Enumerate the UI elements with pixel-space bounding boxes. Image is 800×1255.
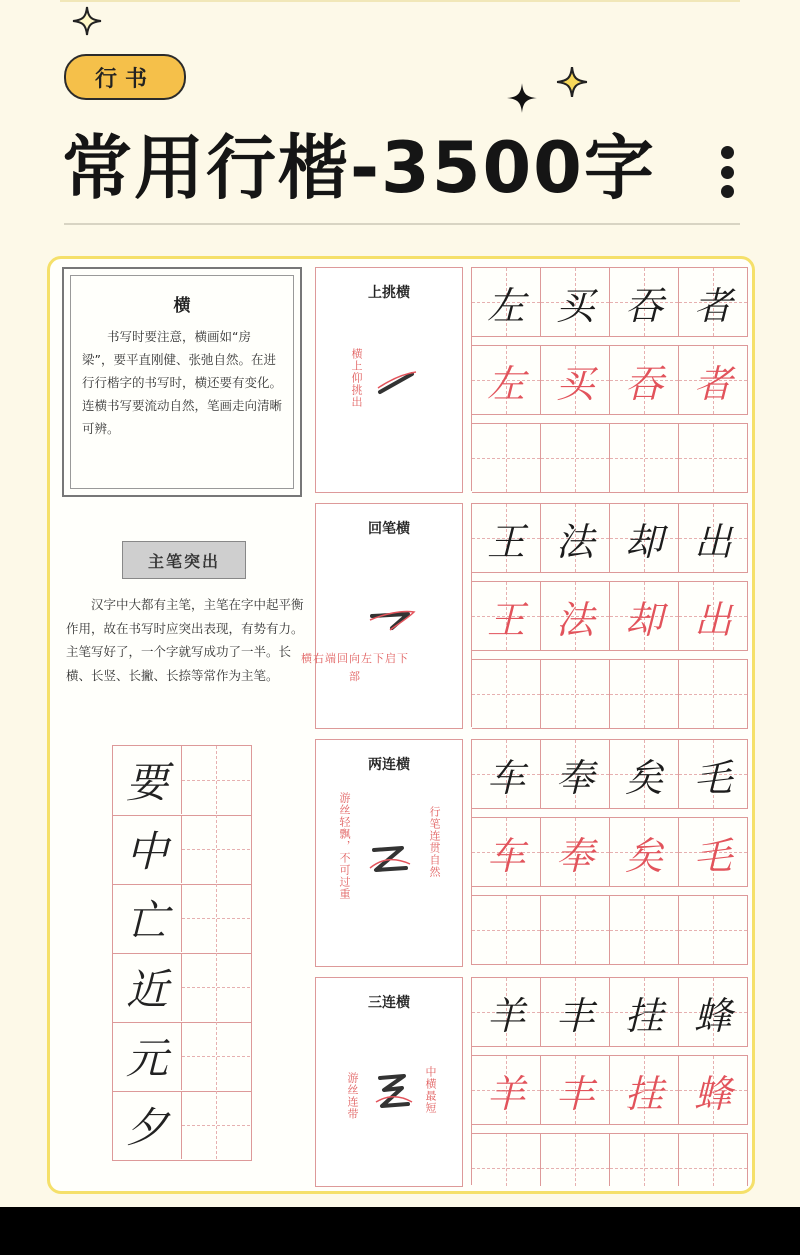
trace-char: 奉	[555, 833, 594, 878]
column-practice-grid	[112, 745, 252, 1161]
top-divider	[60, 0, 740, 2]
stroke-panel	[315, 977, 463, 1187]
title-divider	[64, 223, 740, 225]
stroke-diagram-icon	[376, 368, 420, 396]
trace-char: 挂	[624, 1071, 663, 1116]
trace-char: 买	[555, 361, 594, 406]
page-title: 常用行楷-3500字	[62, 127, 656, 209]
sparkle-icon	[556, 66, 588, 98]
trace-char: 法	[555, 597, 594, 642]
practice-char: 要	[113, 746, 182, 814]
stroke-panel	[315, 739, 463, 967]
model-char: 奉	[555, 755, 594, 800]
trace-char: 吞	[624, 361, 663, 406]
stroke-note: 横右端回向左下启下部	[301, 652, 409, 683]
table-row	[472, 1133, 748, 1186]
content-card	[47, 256, 755, 1194]
table-row	[472, 267, 748, 337]
model-char: 丰	[555, 993, 594, 1038]
trace-char: 矣	[624, 833, 663, 878]
model-char: 却	[624, 519, 663, 564]
more-vertical-icon[interactable]	[717, 146, 737, 198]
trace-char: 丰	[555, 1071, 594, 1116]
trace-char: 蜂	[693, 1071, 732, 1116]
model-char: 法	[555, 519, 594, 564]
practice-char: 中	[113, 815, 182, 883]
stroke-panel	[301, 503, 463, 729]
stroke-note: 游丝连带	[346, 1072, 359, 1120]
section-tag: 主笔突出	[122, 541, 246, 579]
model-char: 王	[486, 519, 525, 564]
model-char: 买	[555, 283, 594, 328]
stroke-diagram-icon	[366, 842, 412, 878]
model-char: 出	[693, 519, 732, 564]
table-row	[472, 423, 748, 493]
trace-char: 毛	[693, 833, 732, 878]
stroke-note: 行笔连贯自然	[428, 806, 441, 878]
trace-char: 羊	[486, 1071, 525, 1116]
sparkle-icon	[72, 6, 102, 36]
trace-char: 者	[693, 361, 732, 406]
table-row	[472, 345, 748, 415]
trace-char: 出	[693, 597, 732, 642]
badge-label: 行书	[94, 66, 155, 92]
category-badge[interactable]	[64, 54, 186, 100]
model-char: 者	[693, 283, 732, 328]
char-practice-grid	[471, 739, 748, 965]
list-item	[113, 953, 251, 1023]
model-char: 车	[486, 755, 525, 800]
table-row	[472, 503, 748, 573]
list-item	[113, 815, 251, 885]
table-row	[472, 1055, 748, 1125]
practice-char: 近	[113, 953, 182, 1021]
list-item	[113, 746, 251, 816]
table-row	[472, 895, 748, 965]
model-char: 矣	[624, 755, 663, 800]
intro-title: 横	[173, 296, 191, 316]
stroke-diagram-icon	[368, 604, 418, 634]
table-row	[472, 659, 748, 729]
char-practice-grid	[471, 503, 748, 727]
intro-text: 书写时要注意，横画如“房梁”，要平直刚健、张弛自然。在进行行楷字的书写时，横还要有变化。连横书写要流动自然，笔画走向清晰可辨。	[82, 329, 283, 436]
trace-char: 车	[486, 833, 525, 878]
stroke-title: 回笔横	[368, 521, 410, 537]
stroke-diagram-icon	[372, 1072, 414, 1114]
table-row	[472, 739, 748, 809]
stroke-title: 上挑横	[368, 285, 410, 301]
table-row	[472, 817, 748, 887]
model-char: 毛	[693, 755, 732, 800]
table-row	[472, 581, 748, 651]
stroke-panel	[315, 267, 463, 493]
intro-frame	[62, 267, 302, 497]
stroke-note: 横上仰挑出	[350, 348, 363, 408]
trace-char: 却	[624, 597, 663, 642]
stroke-title: 两连横	[368, 757, 410, 773]
trace-char: 左	[486, 361, 525, 406]
practice-char: 亡	[113, 884, 182, 952]
list-item	[113, 1022, 251, 1092]
table-row	[472, 977, 748, 1047]
model-char: 羊	[486, 993, 525, 1038]
practice-char: 元	[113, 1022, 182, 1090]
practice-char: 夕	[113, 1091, 182, 1159]
model-char: 左	[486, 283, 525, 328]
bottom-bar	[0, 1207, 800, 1255]
list-item	[113, 884, 251, 954]
char-practice-grid	[471, 977, 748, 1185]
sparkle-icon	[506, 82, 538, 114]
model-char: 蜂	[693, 993, 732, 1038]
model-char: 吞	[624, 283, 663, 328]
stroke-title: 三连横	[368, 995, 410, 1011]
section-text: 汉字中大都有主笔，主笔在字中起平衡作用，故在书写时应突出表现，有势有力。主笔写好了，一个字就写成功了一半。长横、长竖、长撇、长捺等常作为主笔。	[66, 597, 304, 683]
model-char: 挂	[624, 993, 663, 1038]
trace-char: 王	[486, 597, 525, 642]
list-item	[113, 1091, 251, 1160]
stroke-note: 中横最短	[424, 1066, 437, 1114]
stroke-note: 游丝轻飘，不可过重	[338, 792, 351, 900]
char-practice-grid	[471, 267, 748, 491]
